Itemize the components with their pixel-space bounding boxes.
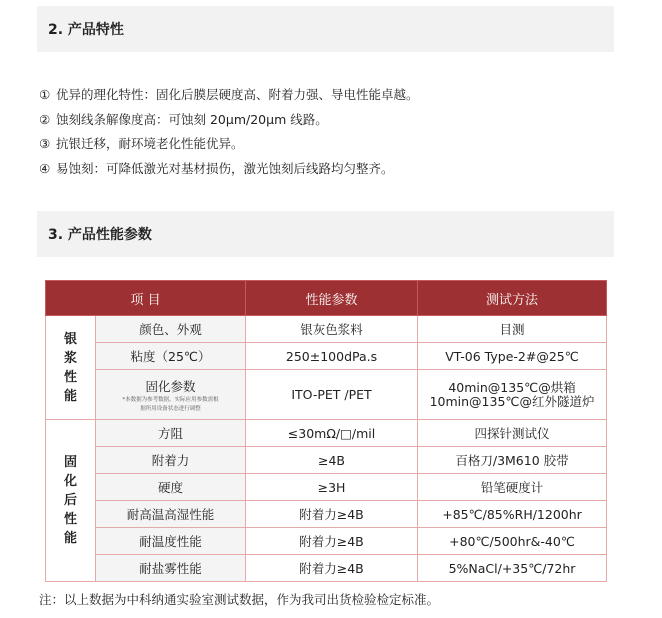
method-cell: 百格刀/3M610 胶带 bbox=[418, 447, 607, 474]
header-item: 项 目 bbox=[46, 281, 246, 316]
header-method: 测试方法 bbox=[418, 281, 607, 316]
param-cell: ≤30mΩ/□/mil bbox=[246, 420, 418, 447]
method-cell: VT-06 Type-2#@25℃ bbox=[418, 343, 607, 370]
item-cell: 耐高温高湿性能 bbox=[96, 501, 246, 528]
method-cell: 40min@135℃@烘箱 10min@135℃@红外隧道炉 bbox=[418, 370, 607, 420]
item-cell: 方阻 bbox=[96, 420, 246, 447]
method-cell: +85℃/85%RH/1200hr bbox=[418, 501, 607, 528]
table-row bbox=[46, 447, 607, 474]
param-cell: ITO-PET /PET bbox=[246, 370, 418, 420]
table-row bbox=[46, 370, 607, 420]
method-cell: 目测 bbox=[418, 316, 607, 343]
method-cell: 铅笔硬度计 bbox=[418, 474, 607, 501]
footnote: 注：以上数据为中科纳通实验室测试数据，作为我司出货检验检定标准。 bbox=[39, 592, 440, 607]
feature-item: ③ 抗银迁移，耐环境老化性能优异。 bbox=[39, 136, 244, 151]
spec-table bbox=[45, 280, 607, 582]
item-note: *本数据为参考数据，实际应用参数需根 bbox=[122, 396, 219, 403]
section-heading-params: 3. 产品性能参数 bbox=[37, 211, 614, 257]
table-row bbox=[46, 343, 607, 370]
method-cell: 5%NaCl/+35℃/72hr bbox=[418, 555, 607, 582]
param-cell: 附着力≥4B bbox=[246, 501, 418, 528]
table-row bbox=[46, 501, 607, 528]
method-cell: +80℃/500hr&-40℃ bbox=[418, 528, 607, 555]
feature-item: ② 蚀刻线条解像度高：可蚀刻 20μm/20μm 线路。 bbox=[39, 111, 328, 127]
param-cell: 附着力≥4B bbox=[246, 555, 418, 582]
group-label-paste: 银 浆 性 能 bbox=[46, 316, 96, 420]
param-cell: 附着力≥4B bbox=[246, 528, 418, 555]
item-cell: 颜色、外观 bbox=[96, 316, 246, 343]
group-label-cured: 固 化 后 性 能 bbox=[46, 420, 96, 582]
item-cell: 附着力 bbox=[96, 447, 246, 474]
feature-item: ① 优异的理化特性：固化后膜层硬度高、附着力强、导电性能卓越。 bbox=[39, 87, 419, 102]
item-cell: 固化参数 *本数据为参考数据，实际应用参数需根 据所用设备状态进行调整 bbox=[96, 370, 246, 420]
header-param: 性能参数 bbox=[246, 281, 418, 316]
table-row bbox=[46, 528, 607, 555]
table-row bbox=[46, 420, 607, 447]
table-row bbox=[46, 555, 607, 582]
feature-item: ④ 易蚀刻：可降低激光对基材损伤，激光蚀刻后线路均匀整齐。 bbox=[39, 160, 394, 176]
feature-list bbox=[39, 83, 619, 181]
param-cell: ≥3H bbox=[246, 474, 418, 501]
item-cell: 耐盐雾性能 bbox=[96, 555, 246, 582]
param-cell: ≥4B bbox=[246, 447, 418, 474]
param-cell: 银灰色浆料 bbox=[246, 316, 418, 343]
item-cell: 硬度 bbox=[96, 474, 246, 501]
table-row bbox=[46, 474, 607, 501]
table-row bbox=[46, 316, 607, 343]
param-cell: 250±100dPa.s bbox=[246, 343, 418, 370]
method-cell: 四探针测试仪 bbox=[418, 420, 607, 447]
section-heading-features: 2. 产品特性 bbox=[37, 6, 614, 52]
item-cell: 耐温度性能 bbox=[96, 528, 246, 555]
item-note: 据所用设备状态进行调整 bbox=[140, 405, 201, 412]
item-cell: 粘度（25℃） bbox=[96, 343, 246, 370]
table-header-row bbox=[46, 281, 607, 316]
